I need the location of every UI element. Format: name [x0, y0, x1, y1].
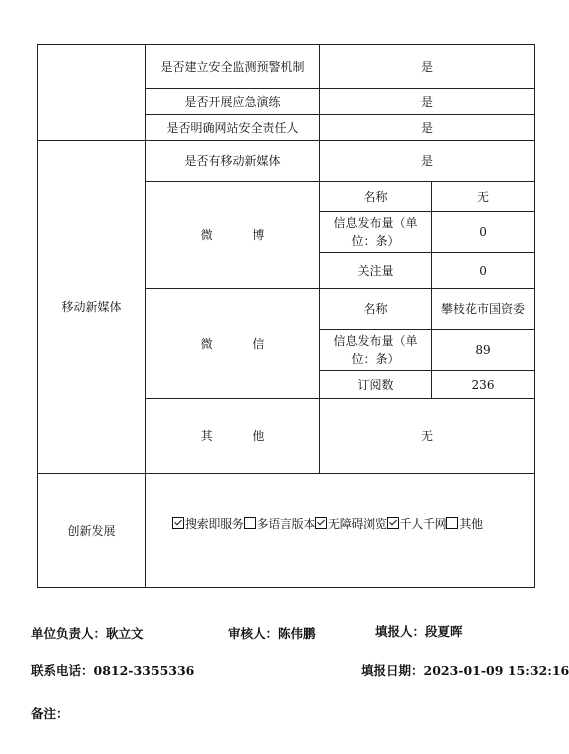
option-label: 多语言版本 [256, 516, 316, 531]
wechat-posts-label: 信息发布量（单位：条） [320, 330, 432, 371]
reviewer: 审核人：陈伟鹏 [228, 626, 316, 641]
row-label-drill: 是否开展应急演练 [146, 89, 320, 115]
blank-cell [38, 45, 146, 141]
wechat-label: 微 信 [146, 289, 320, 399]
contact-phone: 联系电话：0812-3355336 [31, 663, 195, 678]
option-multilingual[interactable] [244, 515, 316, 533]
row-label-has-new-media: 是否有移动新媒体 [146, 141, 320, 182]
weibo-name-label: 名称 [320, 182, 432, 212]
table-row [38, 45, 535, 89]
innovation-options [146, 474, 535, 588]
remark-label: 备注： [31, 706, 69, 721]
row-value-responsible: 是 [320, 115, 535, 141]
weibo-posts-label: 信息发布量（单位：条） [320, 212, 432, 253]
wechat-name-label: 名称 [320, 289, 432, 330]
fill-date: 填报日期：2023-01-09 15:32:16 [361, 663, 569, 678]
row-value-monitoring: 是 [320, 45, 535, 89]
wechat-subs-value: 236 [432, 371, 535, 399]
checkbox-unchecked-icon [446, 517, 458, 529]
other-value: 无 [320, 399, 535, 474]
checkbox-checked-icon [315, 517, 327, 529]
filler: 填报人：段夏晖 [375, 624, 463, 639]
weibo-name-value: 无 [432, 182, 535, 212]
row-value-has-new-media: 是 [320, 141, 535, 182]
table-row [38, 474, 535, 588]
option-personalized[interactable] [387, 515, 447, 533]
table-row [38, 141, 535, 182]
report-table [37, 44, 535, 588]
wechat-subs-label: 订阅数 [320, 371, 432, 399]
innovation-label: 创新发展 [38, 474, 146, 588]
wechat-name-value: 攀枝花市国资委 [432, 289, 535, 330]
weibo-posts-value: 0 [432, 212, 535, 253]
row-label-monitoring: 是否建立安全监测预警机制 [146, 45, 320, 89]
option-accessibility[interactable] [315, 515, 387, 533]
row-value-drill: 是 [320, 89, 535, 115]
option-label: 搜索即服务 [185, 516, 244, 531]
weibo-followers-value: 0 [432, 253, 535, 289]
checkbox-checked-icon [387, 517, 399, 529]
option-label: 其他 [459, 516, 483, 531]
option-search-service[interactable] [172, 515, 244, 533]
unit-head: 单位负责人：耿立文 [31, 626, 144, 641]
weibo-followers-label: 关注量 [320, 253, 432, 289]
wechat-posts-value: 89 [432, 330, 535, 371]
option-label: 千人千网 [399, 516, 447, 531]
checkbox-unchecked-icon [244, 517, 256, 529]
row-label-responsible: 是否明确网站安全责任人 [146, 115, 320, 141]
other-label: 其 他 [146, 399, 320, 474]
section-label-new-media: 移动新媒体 [38, 141, 146, 474]
option-other[interactable] [446, 515, 482, 533]
checkbox-checked-icon [172, 517, 184, 529]
option-label: 无障碍浏览 [328, 516, 387, 531]
weibo-label: 微 博 [146, 182, 320, 289]
